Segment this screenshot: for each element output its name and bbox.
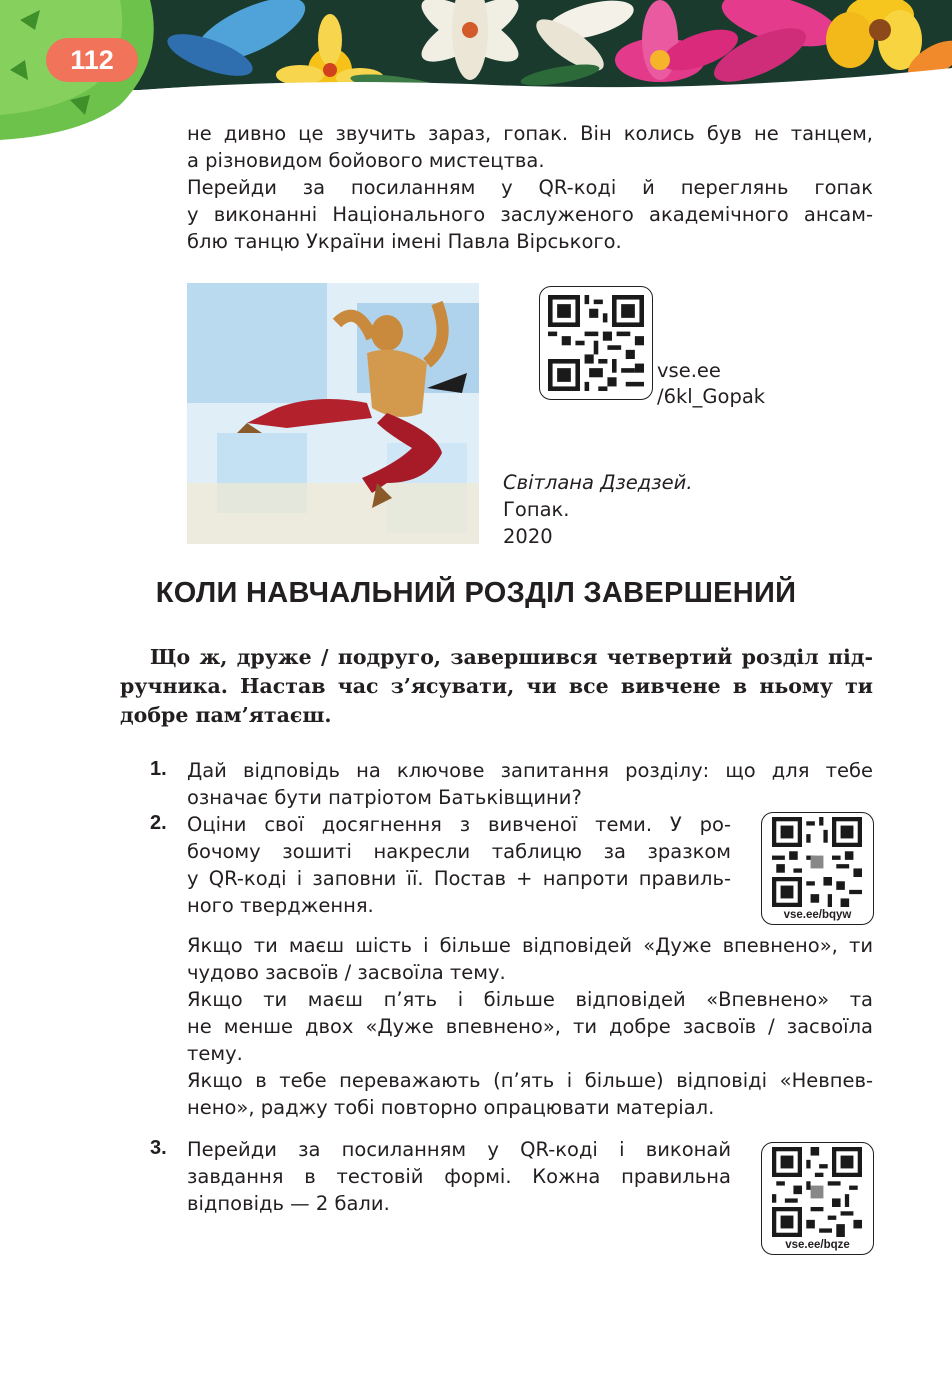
qr-code-icon xyxy=(772,817,862,907)
caption-title: Гопак. xyxy=(503,498,570,521)
task-number: 3. xyxy=(150,1137,167,1159)
text-line: у виконанні Національного заслуженого академічного ансам- xyxy=(187,203,873,226)
text-line: не менше двох «Дуже впевнено», ти добре засвоїв / засвоїла xyxy=(187,1015,873,1038)
task-2-notes xyxy=(187,932,873,1121)
text-line: Що ж, друже / подруго, завершився четвертий розділ під- xyxy=(150,645,873,669)
text-line: блю танцю України імені Павла Вірського. xyxy=(187,230,622,253)
text-line: завдання в тестовій формі. Кожна правильна xyxy=(187,1165,731,1188)
qr-instruction-paragraph xyxy=(187,174,873,255)
text-line: Якщо в тебе переважають (п’ять і більше) відповіді «Невпев- xyxy=(187,1069,873,1092)
task-number: 1. xyxy=(150,758,167,780)
text-line: ручника. Настав час з’ясувати, чи все вивчене в ньому ти xyxy=(120,674,873,698)
text-line: не дивно це звучить зараз, гопак. Він колись був не танцем, xyxy=(187,122,873,145)
gopak-painting xyxy=(187,283,479,544)
section-title: КОЛИ НАВЧАЛЬНИЙ РОЗДІЛ ЗАВЕРШЕНИЙ xyxy=(155,577,797,609)
page-number: 112 xyxy=(46,38,138,82)
qr-code-video[interactable] xyxy=(539,286,653,400)
text-line: Оціни свої досягнення з вивченої теми. У ро- xyxy=(187,813,731,836)
text-line: нено», раджу тобі повторно опрацювати матеріал. xyxy=(187,1096,715,1119)
task-2-text xyxy=(187,811,731,919)
text-line: Якщо ти маєш шість і більше відповідей «Дуже впевнено», ти xyxy=(187,934,873,957)
video-link-line[interactable]: /6kl_Gopak xyxy=(657,385,766,408)
caption-author: Світлана Дзедзей. xyxy=(503,471,693,494)
flower-illustration xyxy=(0,0,952,140)
task-number: 2. xyxy=(150,812,167,834)
qr-code-icon xyxy=(772,1147,862,1237)
painting-caption xyxy=(503,469,693,550)
qr-code-icon xyxy=(548,295,644,391)
qr-link-label[interactable]: vse.ee/bqyw xyxy=(783,909,852,921)
text-line: відповідь — 2 бали. xyxy=(187,1192,390,1215)
qr-link-label[interactable]: vse.ee/bqze xyxy=(785,1239,850,1251)
text-line: Перейди за посиланням у QR-коді й переглянь гопак xyxy=(187,176,873,199)
task-3-text xyxy=(187,1136,731,1217)
section-intro xyxy=(120,643,873,730)
text-line: чудово засвоїв / засвоїла тему. xyxy=(187,961,506,984)
intro-paragraph xyxy=(187,120,873,174)
caption-year: 2020 xyxy=(503,525,553,548)
task-1-text xyxy=(187,757,873,811)
text-line: Дай відповідь на ключове запитання розділу: що для тебе xyxy=(187,759,873,782)
video-link[interactable] xyxy=(657,358,765,410)
text-line: Якщо ти маєш п’ять і більше відповідей «Впевнено» та xyxy=(187,988,873,1011)
text-line: тему. xyxy=(187,1042,243,1065)
qr-code-test[interactable] xyxy=(761,1142,874,1255)
flower-banner xyxy=(0,0,952,140)
qr-code-table[interactable] xyxy=(761,812,874,925)
text-line: Перейди за посиланням у QR-коді і виконай xyxy=(187,1138,731,1161)
video-link-line[interactable]: vse.ee xyxy=(657,359,721,382)
text-line: означає бути патріотом Батьківщини? xyxy=(187,786,582,809)
text-line: у QR-коді і заповни її. Постав + напроти правиль- xyxy=(187,867,731,890)
text-line: бочому зошиті накресли таблицю за зразком xyxy=(187,840,731,863)
text-line: ного твердження. xyxy=(187,894,374,917)
text-line: а різновидом бойового мистецтва. xyxy=(187,149,545,172)
text-line: добре пам’ятаєш. xyxy=(120,703,332,727)
